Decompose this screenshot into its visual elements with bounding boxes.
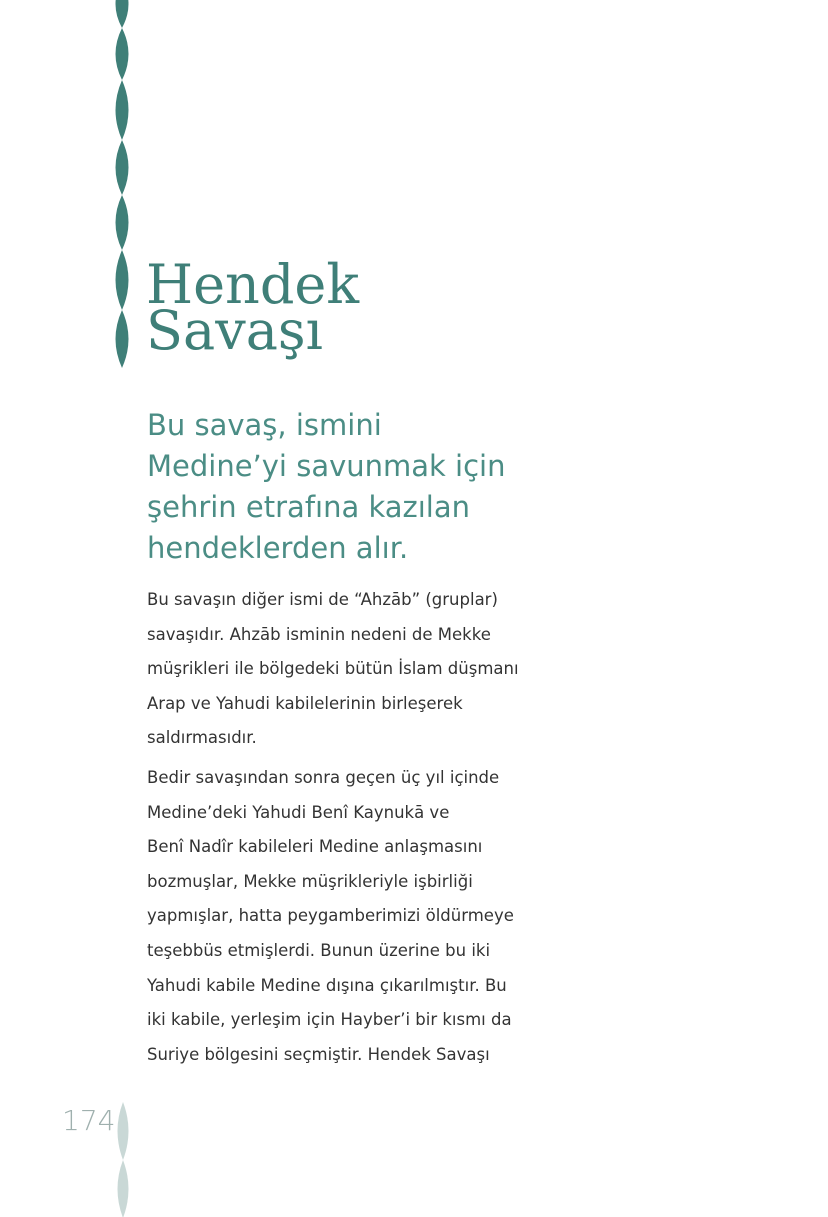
subtitle <box>147 405 567 569</box>
text-line: Medine’deki Yahudi Benî Kaynukā ve <box>147 802 450 822</box>
vine-leaf <box>116 310 129 368</box>
text-line: müşrikleri ile bölgedeki bütün İslam düşmanı <box>147 659 519 679</box>
text-line: Arap ve Yahudi kabilelerinin birleşerek <box>147 693 463 713</box>
text-line: bozmuşlar, Mekke müşrikleriyle işbirliği <box>147 871 473 891</box>
text-line: Benî Nadîr kabileleri Medine anlaşmasını <box>147 837 483 857</box>
page-title <box>146 253 360 362</box>
vine-leaf <box>118 1102 129 1160</box>
text-line: teşebbüs etmişlerdi. Bunun üzerine bu iki <box>147 940 491 960</box>
title-line: Savaşı <box>146 299 323 362</box>
title-line: Hendek <box>146 253 360 316</box>
subtitle-line: şehrin etrafına kazılan <box>147 490 470 524</box>
text-line: yapmışlar, hatta peygamberimizi öldürmeye <box>147 906 514 926</box>
vine-leaf <box>118 1160 129 1217</box>
vine-leaf <box>116 140 129 195</box>
subtitle-line: Bu savaş, ismini <box>147 408 382 442</box>
vine-ornament-top <box>112 0 132 370</box>
vine-leaf <box>116 80 129 140</box>
vine-leaf <box>116 250 129 310</box>
vine-leaf <box>116 28 129 80</box>
body-paragraph-2 <box>147 761 547 1072</box>
text-line: iki kabile, yerleşim için Hayber’i bir kısmı da <box>147 1010 512 1030</box>
text-line: Yahudi kabile Medine dışına çıkarılmıştır. Bu <box>147 975 507 995</box>
text-line: savaşıdır. Ahzāb isminin nedeni de Mekke <box>147 624 491 644</box>
text-line: Bedir savaşından sonra geçen üç yıl içinde <box>147 768 500 787</box>
page-number: 174 <box>62 1104 116 1137</box>
subtitle-line: hendeklerden alır. <box>147 531 409 565</box>
vine-ornament-bottom <box>112 1100 132 1217</box>
vine-leaf <box>116 0 129 28</box>
vine-leaf <box>116 195 129 250</box>
text-line: Bu savaşın diğer ismi de “Ahzāb” (gruplar) <box>147 590 498 609</box>
body-paragraph-1 <box>147 583 547 756</box>
text-line: Suriye bölgesini seçmiştir. Hendek Savaşı <box>147 1044 490 1064</box>
subtitle-line: Medine’yi savunmak için <box>147 449 506 483</box>
text-line: saldırmasıdır. <box>147 728 257 748</box>
